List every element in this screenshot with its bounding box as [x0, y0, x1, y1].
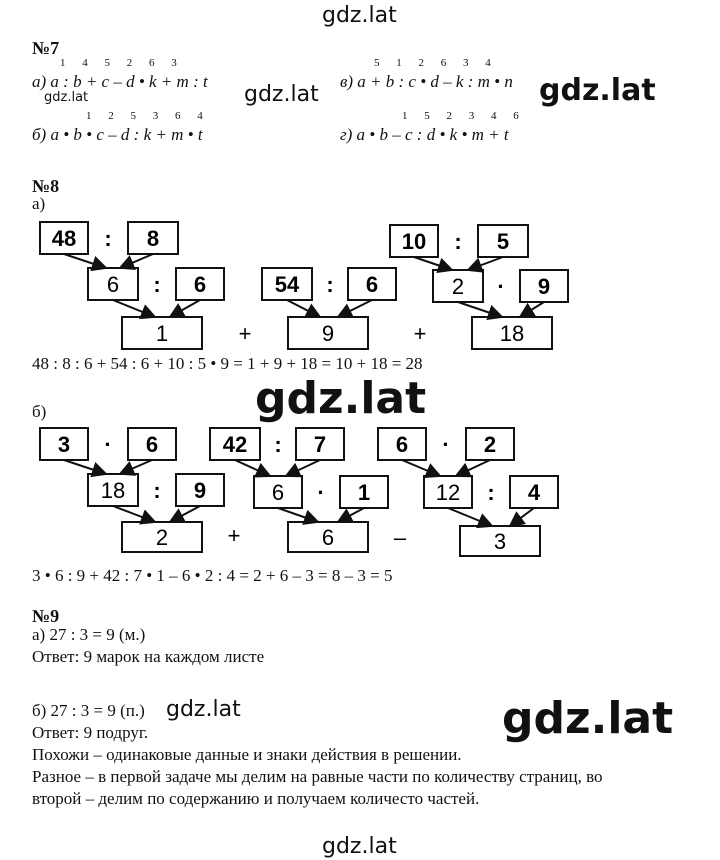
op-a3: : — [153, 272, 161, 297]
val-3: 3 — [57, 432, 71, 457]
task7-v-order: 5 1 2 6 3 4 — [374, 57, 491, 69]
watermark-bottom: gdz.lat — [322, 834, 397, 859]
val-1: 1 — [357, 480, 371, 505]
watermark-task7: gdz.lat — [244, 82, 319, 107]
task9-different-1: Разное – в первой задаче мы делим на равные части по количеству страниц, во — [32, 767, 603, 786]
val-48: 48 — [51, 226, 77, 251]
val-5: 5 — [496, 229, 510, 254]
op-a1: : — [104, 226, 112, 251]
val-6d: 6 — [145, 432, 159, 457]
task7-v-expression: в) a + b : c • d – k : m • n — [340, 72, 513, 91]
op-b3: · — [442, 432, 450, 457]
val-4: 4 — [527, 480, 541, 505]
val-2: 2 — [451, 274, 465, 299]
val-res-18: 18 — [499, 321, 525, 346]
val-6f: 6 — [271, 480, 285, 505]
task8-b-label: б) — [32, 402, 47, 421]
op-b6: : — [487, 480, 495, 505]
task9-a-answer: Ответ: 9 марок на каждом листе — [32, 647, 265, 666]
task8-b-equation: 3 • 6 : 9 + 42 : 7 • 1 – 6 • 2 : 4 = 2 + 6 – 3 = 8 – 3 = 5 — [32, 566, 393, 585]
val-res-1: 1 — [155, 321, 169, 346]
op-a2: : — [454, 229, 462, 254]
watermark-small: gdz.lat — [44, 90, 89, 105]
task7-heading: №7 — [32, 38, 60, 58]
task7-g-order: 1 5 2 3 4 6 — [402, 110, 519, 122]
task7-a-expression: а) a : b + c – d • k + m : t — [32, 72, 208, 91]
val-res-9: 9 — [321, 321, 335, 346]
val-7: 7 — [313, 432, 327, 457]
val-6a: 6 — [106, 272, 120, 297]
task7-a-order: 1 4 5 2 6 3 — [60, 57, 177, 69]
val-9b: 9 — [193, 478, 207, 503]
val-8: 8 — [146, 226, 160, 251]
op-b7: + — [227, 523, 241, 548]
task9-a-solution: а) 27 : 3 = 9 (м.) — [32, 625, 146, 644]
task7-g-expression: г) a • b – c : d • k • m + t — [340, 125, 509, 144]
op-b4: : — [153, 478, 161, 503]
op-b8: – — [393, 525, 407, 550]
task7-b-expression: б) a • b • c – d : k + m • t — [32, 125, 203, 144]
val-12: 12 — [435, 480, 461, 505]
op-a4: : — [326, 272, 334, 297]
task9-different-2: второй – делим по содержанию и получаем количесто частей. — [32, 789, 480, 808]
op-a6: + — [238, 321, 252, 346]
task8-a-label: а) — [32, 194, 46, 213]
val-res-2: 2 — [155, 525, 169, 550]
val-2b: 2 — [483, 432, 497, 457]
watermark-task9-large: gdz.lat — [502, 693, 674, 744]
val-res-3: 3 — [493, 529, 507, 554]
watermark-task7-large: gdz.lat — [539, 73, 656, 108]
op-a7: + — [413, 321, 427, 346]
val-res-6: 6 — [321, 525, 335, 550]
op-b1: · — [104, 432, 112, 457]
watermark-task8: gdz.lat — [255, 373, 427, 424]
val-6b: 6 — [193, 272, 207, 297]
val-9top: 9 — [537, 274, 551, 299]
task8-a-equation: 48 : 8 : 6 + 54 : 6 + 10 : 5 • 9 = 1 + 9 + 18 = 10 + 18 = 28 — [32, 354, 423, 373]
val-42: 42 — [222, 432, 248, 457]
val-6e: 6 — [395, 432, 409, 457]
op-a5: · — [497, 274, 505, 299]
val-18: 18 — [100, 478, 126, 503]
task7-b-order: 1 2 5 3 6 4 — [86, 110, 203, 122]
op-b5: · — [317, 480, 325, 505]
task9-b-solution: б) 27 : 3 = 9 (п.) — [32, 701, 145, 720]
val-10: 10 — [401, 229, 427, 254]
watermark-top: gdz.lat — [322, 3, 397, 28]
task9-heading: №9 — [32, 606, 60, 626]
task8-heading: №8 — [32, 176, 60, 196]
val-54: 54 — [274, 272, 300, 297]
op-b2: : — [274, 432, 282, 457]
val-6c: 6 — [365, 272, 379, 297]
task9-b-answer: Ответ: 9 подруг. — [32, 723, 149, 742]
watermark-task9: gdz.lat — [166, 697, 241, 722]
task9-similar: Похожи – одинаковые данные и знаки действия в решении. — [32, 745, 462, 764]
